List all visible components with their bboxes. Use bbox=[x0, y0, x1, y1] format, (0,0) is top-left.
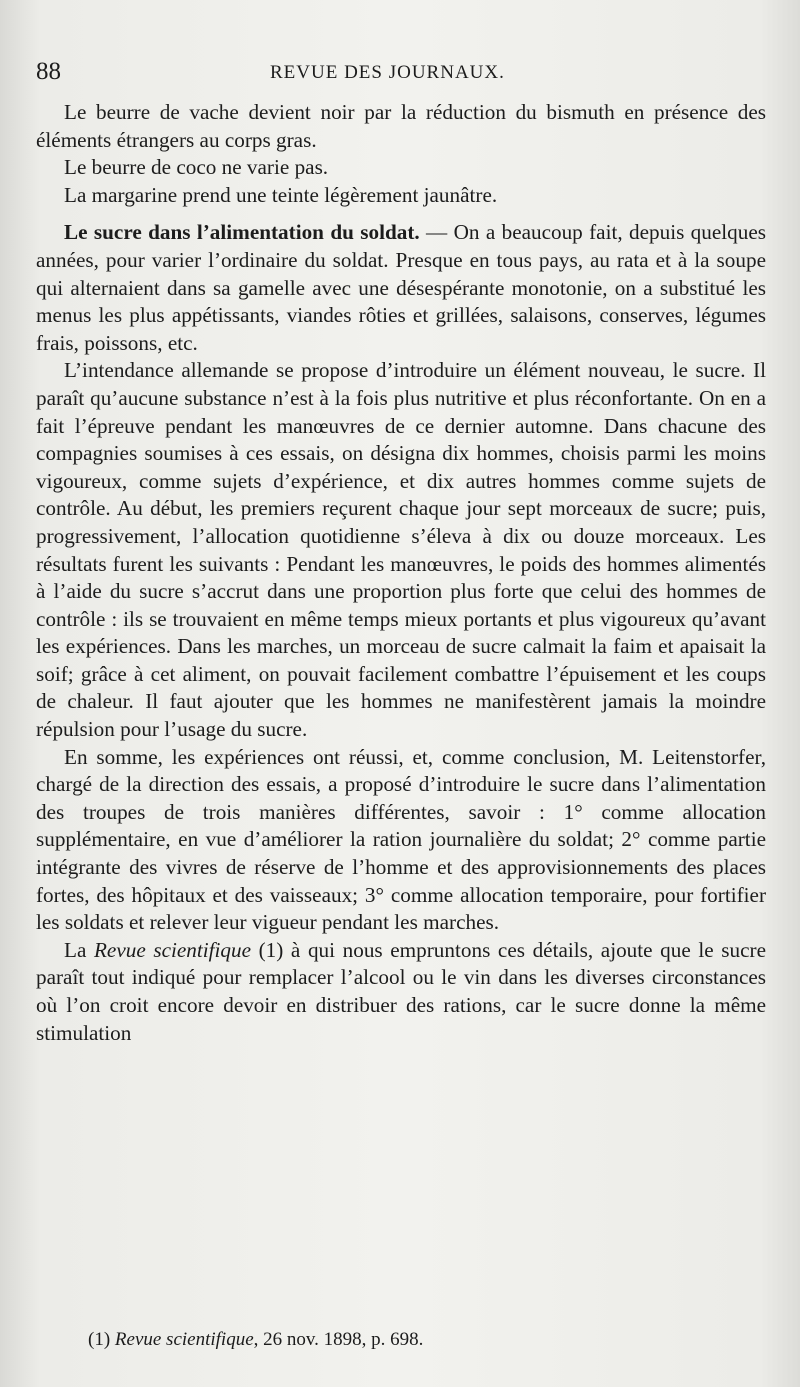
article-body bbox=[36, 99, 766, 1047]
paragraph-coco: Le beurre de coco ne varie pas. bbox=[64, 155, 329, 180]
footnote-source: Revue scientifique bbox=[114, 1329, 254, 1350]
paragraph-sucre-intro bbox=[36, 219, 766, 357]
running-head bbox=[36, 58, 770, 88]
journal-title: Revue scientifique bbox=[93, 937, 251, 962]
footnote-marker: (1) bbox=[88, 1329, 115, 1350]
header-title: REVUE DES JOURNAUX. bbox=[270, 62, 505, 83]
paragraph-sucre-intro-text: — On a beaucoup fait, depuis quelques années, pour varier l’ordinaire du soldat. Presque en tous pays, au rata et à la soupe qui alternaient dans sa gamelle avec une désespérante monotonie, on a substitué les menus les plus appétissants, viandes rôties et grillées, salaisons, conserves, légumes frais, poissons, etc. bbox=[36, 220, 766, 355]
section-heading: Le sucre dans l’alimentation du soldat. bbox=[64, 220, 420, 245]
page-number: 88 bbox=[36, 58, 61, 85]
paragraph-intendance: L’intendance allemande se propose d’introduire un élément nouveau, le sucre. Il paraît qu’aucune substance n’est à la fois plus nutritive et plus réconfortante. On en a fait l’épreuve pendant les manœuvres de ce dernier automne. Dans chacune des compagnies soumises à ces essais, on désigna dix hommes, choisis parmi les moins vigoureux, comme sujets d’expérience, et dix autres hommes comme sujets de contrôle. Au début, les premiers reçurent chaque jour sept morceaux de sucre; puis, progressivement, l’allocation quotidienne s’éleva à dix ou douze morceaux. Les résultats furent les suivants : Pendant les manœuvres, le poids des hommes alimentés à l’aide du sucre s’accrut dans une proportion plus forte que celui des hommes de contrôle : ils se trouvaient en même temps mieux portants et plus vigoureux qu’avant les expériences. Dans les marches, un morceau de sucre calmait la faim et apaisait la soif; grâce à cet aliment, on pouvait facilement combattre l’épuisement et les coups de chaleur. Il faut ajouter que les hommes ne manifestèrent jamais la moindre répulsion pour l’usage du sucre. bbox=[36, 358, 766, 742]
footnote bbox=[88, 1329, 423, 1351]
paragraph-bismuth: Le beurre de vache devient noir par la réduction du bismuth en présence des éléments étrangers au corps gras. bbox=[36, 100, 766, 152]
paragraph-revue-text: (1) à qui nous empruntons ces détails, ajoute que le sucre paraît tout indiqué pour remplacer l’alcool ou le vin dans les diverses circonstances où l’on croit encore devoir en distribuer des rations, car le sucre donne la même stimulation bbox=[36, 937, 766, 1045]
footnote-reference: , 26 nov. 1898, p. 698. bbox=[253, 1329, 424, 1350]
paragraph-margarine: La margarine prend une teinte légèrement jaunâtre. bbox=[64, 182, 498, 207]
paragraph-revue-start: La bbox=[64, 937, 94, 962]
paragraph-conclusion: En somme, les expériences ont réussi, et, comme conclusion, M. Leitenstorfer, chargé de la direction des essais, a proposé d’introduire le sucre dans l’alimentation des troupes de trois manières différentes, savoir : 1° comme allocation supplémentaire, en vue d’améliorer la ration journalière du soldat; 2° comme partie intégrante des vivres de réserve de l’homme et des approvisionnements des places fortes, des hôpitaux et des vaisseaux; 3° comme allocation temporaire, pour fortifier les soldats et relever leur vigueur pendant les marches. bbox=[36, 744, 766, 935]
paragraph-revue bbox=[36, 937, 766, 1047]
